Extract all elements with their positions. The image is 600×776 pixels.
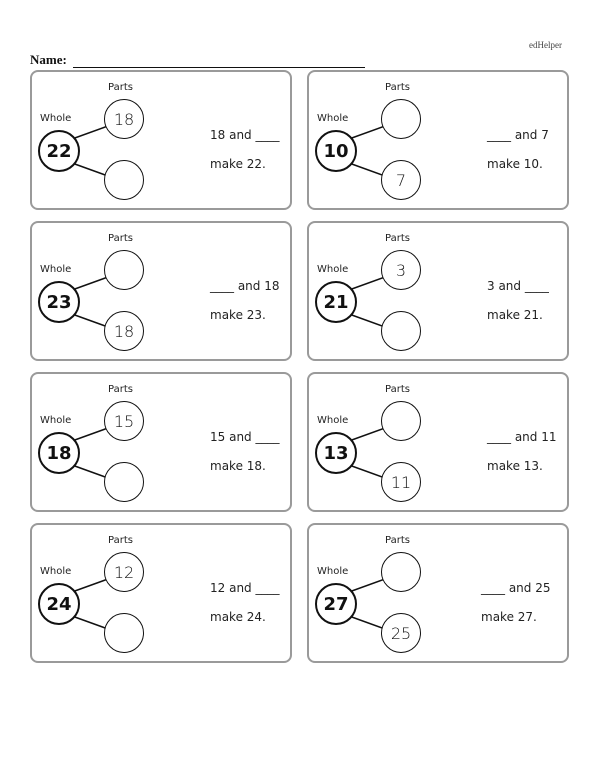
name-label: Name: (30, 52, 67, 67)
top-part-circle[interactable] (381, 401, 421, 441)
number-bond-card (307, 221, 569, 361)
sentence-line-1: ____ and 25 (481, 581, 551, 595)
brand-label: edHelper (529, 40, 562, 50)
whole-label: Whole (40, 264, 72, 275)
sentence-line-2: make 22. (210, 157, 266, 171)
whole-label: Whole (317, 415, 349, 426)
parts-label: Parts (385, 384, 410, 395)
bottom-part-circle[interactable]: 18 (104, 311, 144, 351)
sentence-line-2: make 23. (210, 308, 266, 322)
bottom-part-circle[interactable]: 7 (381, 160, 421, 200)
parts-label: Parts (108, 82, 133, 93)
whole-label: Whole (317, 566, 349, 577)
sentence-line-1: ____ and 11 (487, 430, 557, 444)
whole-label: Whole (317, 113, 349, 124)
name-field (30, 52, 365, 68)
whole-circle: 18 (38, 432, 80, 474)
number-bond-card (30, 221, 292, 361)
top-part-circle[interactable]: 12 (104, 552, 144, 592)
sentence-line-1: 15 and ____ (210, 430, 280, 444)
bottom-part-circle[interactable]: 11 (381, 462, 421, 502)
sentence-line-1: 18 and ____ (210, 128, 280, 142)
sentence-line-2: make 24. (210, 610, 266, 624)
whole-circle: 13 (315, 432, 357, 474)
bottom-part-circle[interactable] (381, 311, 421, 351)
whole-label: Whole (317, 264, 349, 275)
number-bond-card (30, 70, 292, 210)
top-part-circle[interactable] (381, 99, 421, 139)
sentence-line-1: 3 and ____ (487, 279, 549, 293)
parts-label: Parts (385, 233, 410, 244)
top-part-circle[interactable]: 15 (104, 401, 144, 441)
top-part-circle[interactable]: 3 (381, 250, 421, 290)
sentence-line-1: ____ and 18 (210, 279, 280, 293)
number-bond-card (30, 372, 292, 512)
whole-label: Whole (40, 566, 72, 577)
parts-label: Parts (108, 535, 133, 546)
number-bond-card (307, 523, 569, 663)
sentence-line-2: make 27. (481, 610, 537, 624)
whole-circle: 10 (315, 130, 357, 172)
whole-circle: 22 (38, 130, 80, 172)
top-part-circle[interactable] (104, 250, 144, 290)
sentence-line-1: 12 and ____ (210, 581, 280, 595)
parts-label: Parts (385, 535, 410, 546)
whole-circle: 24 (38, 583, 80, 625)
sentence-line-1: ____ and 7 (487, 128, 549, 142)
top-part-circle[interactable]: 18 (104, 99, 144, 139)
parts-label: Parts (385, 82, 410, 93)
bottom-part-circle[interactable] (104, 462, 144, 502)
bottom-part-circle[interactable]: 25 (381, 613, 421, 653)
parts-label: Parts (108, 233, 133, 244)
whole-label: Whole (40, 415, 72, 426)
sentence-line-2: make 13. (487, 459, 543, 473)
bottom-part-circle[interactable] (104, 613, 144, 653)
whole-label: Whole (40, 113, 72, 124)
sentence-line-2: make 10. (487, 157, 543, 171)
number-bond-card (30, 523, 292, 663)
parts-label: Parts (108, 384, 133, 395)
whole-circle: 23 (38, 281, 80, 323)
number-bond-card (307, 70, 569, 210)
name-underline[interactable] (73, 55, 365, 68)
bottom-part-circle[interactable] (104, 160, 144, 200)
sentence-line-2: make 21. (487, 308, 543, 322)
sentence-line-2: make 18. (210, 459, 266, 473)
whole-circle: 21 (315, 281, 357, 323)
number-bond-card (307, 372, 569, 512)
whole-circle: 27 (315, 583, 357, 625)
top-part-circle[interactable] (381, 552, 421, 592)
